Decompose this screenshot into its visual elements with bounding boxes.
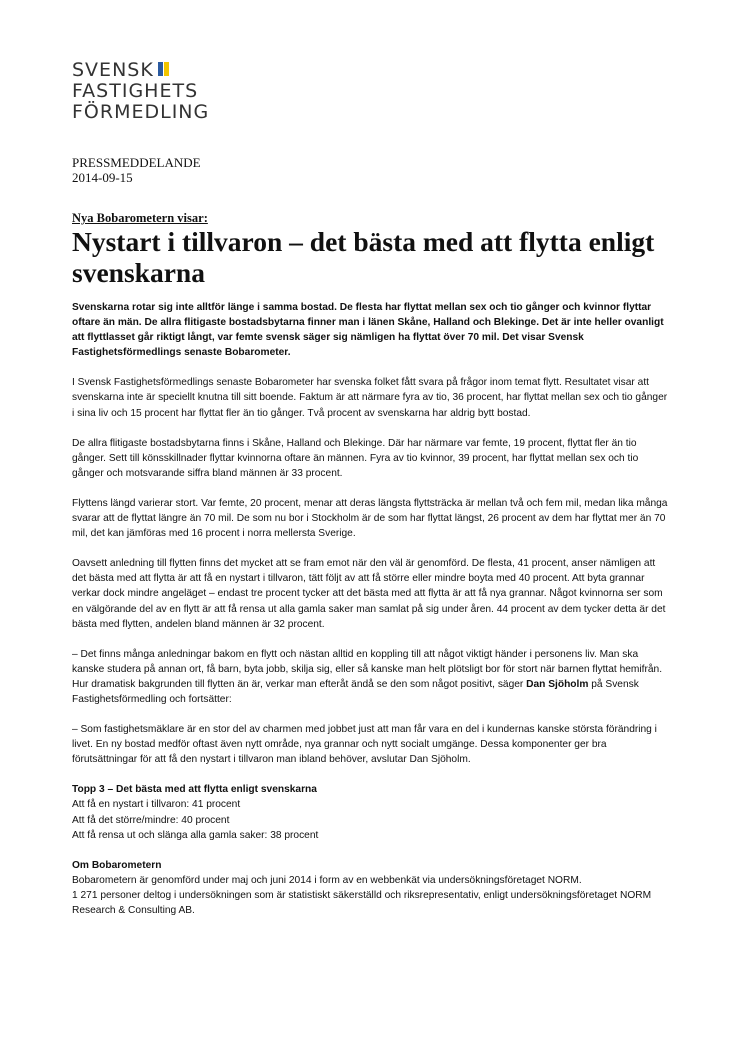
top3-item-2: Att få det större/mindre: 40 procent xyxy=(72,814,230,826)
top3-item-3: Att få rensa ut och slänga alla gamla saker: 38 procent xyxy=(72,829,319,841)
document-meta xyxy=(72,155,201,185)
top3-heading: Topp 3 – Det bästa med att flytta enligt svenskarna xyxy=(72,784,317,796)
headline-kicker: Nya Bobarometern visar: xyxy=(72,211,208,225)
logo-line-3: FÖRMEDLING xyxy=(72,101,210,123)
about-line-1: Bobarometern är genomförd under maj och juni 2014 i form av en webbenkät via undersökningsföretaget NORM. xyxy=(72,874,582,886)
body-paragraph-1: I Svensk Fastighetsförmedlings senaste Bobarometer har svenska folket fått svara på frågor inom temat flytt. Resultatet visar att svenskarna inte är speciellt knutna till sitt boende. Faktum är att närmare fyra av tio, 36 procent, har flyttat mellan sex och tio gånger i sina liv och 15 procent har flyttat fler än tio gånger. Två procent av svenskarna har aldrig bytt bostad. xyxy=(72,377,668,419)
company-logo xyxy=(72,60,209,123)
about-section xyxy=(72,858,672,918)
headline: Nystart i tillvaron – det bästa med att flytta enligt svenskarna xyxy=(72,226,655,288)
document-type: PRESSMEDDELANDE xyxy=(72,155,201,170)
logo-text-svensk: SVENSK xyxy=(72,59,154,81)
top3-section xyxy=(72,782,672,842)
document-date: 2014-09-15 xyxy=(72,170,133,185)
quoted-person-name: Dan Sjöholm xyxy=(526,678,589,690)
quote-paragraph-2: – Som fastighetsmäklare är en stor del av charmen med jobbet just att man får vara en del i kundernas kanske största förändring i livet. En ny bostad medför oftast även nytt område, nya grannar och nytt socialt umgänge. Dessa komponenter ger bra förutsättningar för att få den nystart i tillvaron man ibland behöver, avslutar Dan Sjöholm. xyxy=(72,724,657,766)
quote-1-suffix: på Svensk Fastighetsförmedling och fortsätter: xyxy=(72,678,639,705)
article-body xyxy=(72,300,672,933)
quote-1-text: – Det finns många anledningar bakom en flytt och nästan alltid en koppling till att något viktigt händer i personens liv. Man ska kanske studera på annan ort, få barn, byta jobb, skilja sig, eller så kanske man helt plötsligt bor för stort när barnen flyttat hemifrån. Hur dramatisk bakgrunden till flytten än är, verkar man efteråt ändå se den som något positivt, säger xyxy=(72,648,663,690)
body-paragraph-2: De allra flitigaste bostadsbytarna finns i Skåne, Halland och Blekinge. Där har närmare var femte, 19 procent, flyttat fler än tio gånger. Sett till könsskillnader flyttar kvinnorna oftare än männen. Fyra av tio kvinnor, 39 procent, har flyttat mellan sex och tio gånger och motsvarande siffra bland männen är 33 procent. xyxy=(72,437,639,479)
quote-paragraph-1 xyxy=(72,647,672,707)
about-line-2: 1 271 personer deltog i undersökningen som är statistiskt säkerställd och riksrepresentativ, enligt undersökningsföretaget NORM Research & Consulting AB. xyxy=(72,889,652,916)
about-heading: Om Bobarometern xyxy=(72,859,162,871)
lead-paragraph: Svenskarna rotar sig inte alltför länge i samma bostad. De flesta har flyttat mellan sex och tio gånger och kvinnor flyttar oftare än män. De allra flitigaste bostadsbytarna finner man i länen Skåne, Halland och Blekinge. Det är inte heller ovanligt att flyttlasset går riktigt långt, var femte svensk säger sig nämligen ha flyttat över 70 mil. Det visar Svensk Fastighetsförmedlings senaste Bobarometer. xyxy=(72,302,664,359)
top3-item-1: Att få en nystart i tillvaron: 41 procent xyxy=(72,799,241,811)
logo-line-2: FASTIGHETS xyxy=(72,80,199,102)
logo-line-1 xyxy=(72,60,209,81)
body-paragraph-4: Oavsett anledning till flytten finns det mycket att se fram emot när den väl är genomförd. De flesta, 41 procent, anser nämligen att det bästa med att flytta är att få en nystart i tillvaron, tätt följt av att få större eller mindre boyta med 40 procent. Att byta grannar verkar dock mindre angeläget – endast tre procent tycker att det bästa med att flytta är att få nya grannar. Något kvinnorna ser som en välgörande del av en flytt är att få rensa ut alla gamla saker man samlat på sig under åren. 44 procent av dem tycker detta är det bästa med flytten, andelen bland männen är 32 procent. xyxy=(72,558,666,630)
swedish-flag-icon xyxy=(158,62,169,76)
body-paragraph-3: Flyttens längd varierar stort. Var femte, 20 procent, menar att deras längsta flyttsträcka är mellan två och fem mil, medan lika många svarar att de flyttat längre än 70 mil. De som nu bor i Stockholm är de som har flyttat längst, 26 procent av dem har flyttat mer än 70 mil, det kan jämföras med 16 procent i norra mellersta Sverige. xyxy=(72,497,668,540)
